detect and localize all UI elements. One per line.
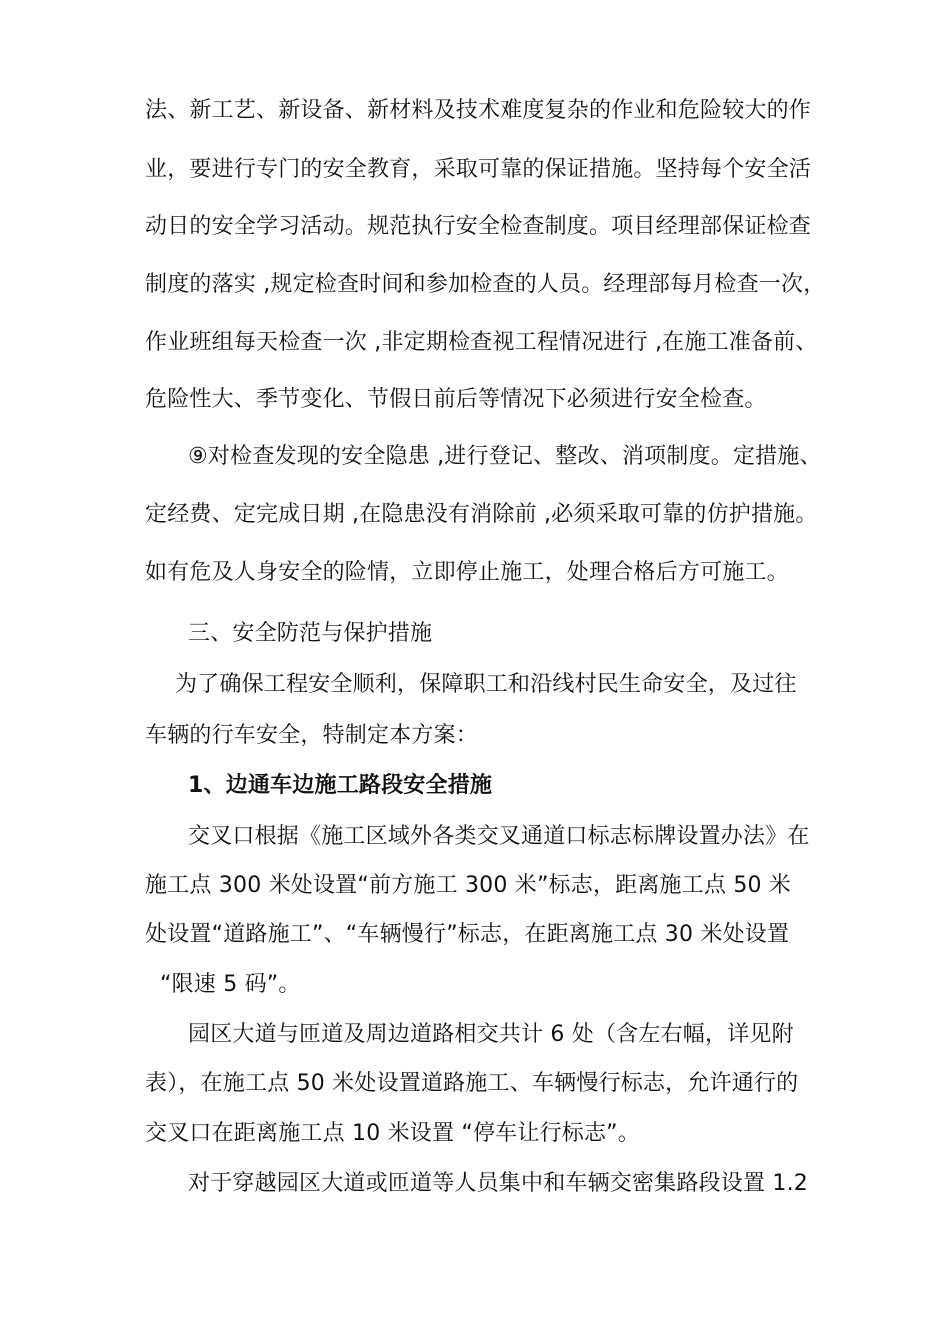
body-text-line: “限速 5 码”。	[160, 972, 301, 997]
body-text-line: 施工点 300 米处设置“前方施工 300 米”标志，距离施工点 50 米	[145, 873, 792, 898]
body-text-line: 如有危及人身安全的险情，立即停止施工，处理合格后方可施工。	[145, 560, 789, 585]
body-text-line: 法、新工艺、新设备、新材料及技术难度复杂的作业和危险较大的作	[145, 98, 812, 123]
body-text-line: 动日的安全学习活动。规范执行安全检查制度。项目经理部保证检查	[145, 214, 812, 239]
body-text-line: 制度的落实 ,规定检查时间和参加检查的人员。经理部每月检查一次，	[145, 272, 826, 297]
subsection-heading: 1、边通车边施工路段安全措施	[188, 773, 493, 798]
body-text-line: 业，要进行专门的安全教育，采取可靠的保证措施。坚持每个安全活	[145, 157, 812, 182]
body-text-line: 表），在施工点 50 米处设置道路施工、车辆慢行标志，允许通行的	[145, 1071, 799, 1096]
body-text-line: 处设置“道路施工”、“车辆慢行”标志，在距离施工点 30 米处设置	[145, 922, 790, 947]
body-text-line: 作业班组每天检查一次 ,非定期检查视工程情况进行 ,在施工准备前、	[145, 330, 818, 355]
body-text-line: 定经费、定完成日期 ,在隐患没有消除前 ,必须采取可靠的仿护措施。	[145, 502, 818, 527]
body-text-line: 对于穿越园区大道或匝道等人员集中和车辆交密集路段设置 1.2	[188, 1171, 808, 1196]
body-text-line: 交叉口在距离施工点 10 米设置 “停车让行标志”。	[145, 1121, 640, 1146]
body-text-line: 园区大道与匝道及周边道路相交共计 6 处（含左右幅，详见附	[188, 1022, 794, 1047]
body-text-line: ⑨对检查发现的安全隐患 ,进行登记、整改、消项制度。定措施、	[188, 444, 822, 469]
body-text-line: 危险性大、季节变化、节假日前后等情况下必须进行安全检查。	[145, 387, 767, 412]
body-text-line: 为了确保工程安全顺利，保障职工和沿线村民生命安全，及过往	[175, 672, 797, 697]
body-text-line: 车辆的行车安全，特制定本方案：	[145, 723, 479, 748]
section-heading: 三、安全防范与保护措施	[188, 621, 433, 646]
body-text-line: 交叉口根据《施工区域外各类交叉通道口标志标牌设置办法》在	[188, 824, 810, 849]
